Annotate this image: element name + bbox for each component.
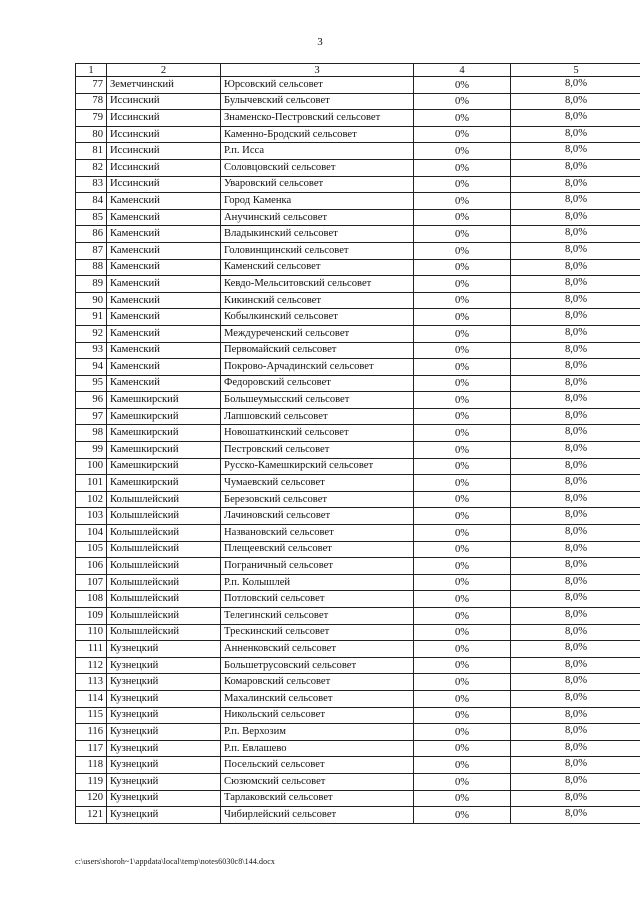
rate-column-4: 0% <box>414 525 511 542</box>
column-header-4: 4 <box>414 64 511 77</box>
district-name: Каменский <box>107 309 221 326</box>
settlement-name: Каменский сельсовет <box>221 259 414 276</box>
district-name: Камешкирский <box>107 442 221 459</box>
rate-column-4: 0% <box>414 458 511 475</box>
row-number: 112 <box>76 657 107 674</box>
table-row <box>76 757 640 774</box>
settlement-name: Лачиновский сельсовет <box>221 508 414 525</box>
table-row <box>76 674 640 691</box>
row-number: 82 <box>76 159 107 176</box>
column-header-1: 1 <box>76 64 107 77</box>
district-name: Колышлейский <box>107 624 221 641</box>
column-header-2: 2 <box>107 64 221 77</box>
district-name: Колышлейский <box>107 608 221 625</box>
settlement-name: Междуреченский сельсовет <box>221 325 414 342</box>
row-number: 78 <box>76 93 107 110</box>
settlement-name: Булычевский сельсовет <box>221 93 414 110</box>
table-row <box>76 408 640 425</box>
district-name: Кузнецкий <box>107 690 221 707</box>
settlement-name: Р.п. Исса <box>221 143 414 160</box>
rate-column-5: 8,0% <box>511 442 640 459</box>
district-name: Каменский <box>107 292 221 309</box>
row-number: 88 <box>76 259 107 276</box>
rate-column-5: 8,0% <box>511 757 640 774</box>
row-number: 86 <box>76 226 107 243</box>
rate-column-5: 8,0% <box>511 740 640 757</box>
rate-column-4: 0% <box>414 757 511 774</box>
row-number: 109 <box>76 608 107 625</box>
district-name: Каменский <box>107 259 221 276</box>
row-number: 110 <box>76 624 107 641</box>
settlement-name: Лапшовский сельсовет <box>221 408 414 425</box>
rate-column-5: 8,0% <box>511 574 640 591</box>
rate-column-4: 0% <box>414 93 511 110</box>
table-row <box>76 93 640 110</box>
row-number: 98 <box>76 425 107 442</box>
table-row <box>76 574 640 591</box>
row-number: 85 <box>76 209 107 226</box>
row-number: 83 <box>76 176 107 193</box>
rate-column-5: 8,0% <box>511 193 640 210</box>
rate-column-4: 0% <box>414 491 511 508</box>
row-number: 84 <box>76 193 107 210</box>
table-row <box>76 525 640 542</box>
rate-column-4: 0% <box>414 740 511 757</box>
settlement-name: Сюзюмский сельсовет <box>221 773 414 790</box>
row-number: 105 <box>76 541 107 558</box>
data-table <box>75 63 640 824</box>
rate-column-5: 8,0% <box>511 790 640 807</box>
table-row <box>76 707 640 724</box>
settlement-name: Р.п. Евлашево <box>221 740 414 757</box>
settlement-name: Махалинский сельсовет <box>221 690 414 707</box>
settlement-name: Никольский сельсовет <box>221 707 414 724</box>
rate-column-4: 0% <box>414 159 511 176</box>
settlement-name: Тарлаковский сельсовет <box>221 790 414 807</box>
table-row <box>76 309 640 326</box>
table-row <box>76 242 640 259</box>
row-number: 87 <box>76 242 107 259</box>
district-name: Иссинский <box>107 143 221 160</box>
row-number: 90 <box>76 292 107 309</box>
rate-column-4: 0% <box>414 309 511 326</box>
settlement-name: Знаменско-Пестровский сельсовет <box>221 110 414 127</box>
district-name: Кузнецкий <box>107 674 221 691</box>
district-name: Колышлейский <box>107 591 221 608</box>
row-number: 95 <box>76 375 107 392</box>
district-name: Каменский <box>107 325 221 342</box>
row-number: 121 <box>76 807 107 824</box>
rate-column-4: 0% <box>414 242 511 259</box>
table-row <box>76 110 640 127</box>
rate-column-4: 0% <box>414 325 511 342</box>
district-name: Иссинский <box>107 93 221 110</box>
table-row <box>76 790 640 807</box>
rate-column-4: 0% <box>414 657 511 674</box>
row-number: 104 <box>76 525 107 542</box>
row-number: 106 <box>76 558 107 575</box>
row-number: 80 <box>76 126 107 143</box>
row-number: 97 <box>76 408 107 425</box>
rate-column-5: 8,0% <box>511 276 640 293</box>
rate-column-5: 8,0% <box>511 77 640 94</box>
rate-column-5: 8,0% <box>511 292 640 309</box>
row-number: 108 <box>76 591 107 608</box>
rate-column-5: 8,0% <box>511 807 640 824</box>
settlement-name: Пограничный сельсовет <box>221 558 414 575</box>
rate-column-4: 0% <box>414 773 511 790</box>
table-row <box>76 641 640 658</box>
district-name: Кузнецкий <box>107 724 221 741</box>
row-number: 102 <box>76 491 107 508</box>
row-number: 113 <box>76 674 107 691</box>
rate-column-4: 0% <box>414 624 511 641</box>
table-row <box>76 392 640 409</box>
rate-column-5: 8,0% <box>511 724 640 741</box>
page-number: 3 <box>317 36 323 48</box>
row-number: 96 <box>76 392 107 409</box>
rate-column-5: 8,0% <box>511 491 640 508</box>
settlement-name: Чумаевский сельсовет <box>221 475 414 492</box>
row-number: 81 <box>76 143 107 160</box>
row-number: 117 <box>76 740 107 757</box>
table-row <box>76 475 640 492</box>
rate-column-5: 8,0% <box>511 408 640 425</box>
rate-column-5: 8,0% <box>511 707 640 724</box>
column-header-5: 5 <box>511 64 640 77</box>
table-row <box>76 690 640 707</box>
table-row <box>76 458 640 475</box>
district-name: Каменский <box>107 276 221 293</box>
settlement-name: Головинщинский сельсовет <box>221 242 414 259</box>
rate-column-5: 8,0% <box>511 159 640 176</box>
table-row <box>76 176 640 193</box>
table-header <box>76 64 640 77</box>
rate-column-4: 0% <box>414 292 511 309</box>
district-name: Земетчинский <box>107 77 221 94</box>
rate-column-4: 0% <box>414 209 511 226</box>
row-number: 119 <box>76 773 107 790</box>
table-row <box>76 375 640 392</box>
district-name: Кузнецкий <box>107 707 221 724</box>
table-row <box>76 807 640 824</box>
row-number: 89 <box>76 276 107 293</box>
district-name: Каменский <box>107 359 221 376</box>
table-row <box>76 143 640 160</box>
table-row <box>76 773 640 790</box>
settlement-name: Березовский сельсовет <box>221 491 414 508</box>
settlement-name: Кевдо-Мельситовский сельсовет <box>221 276 414 293</box>
rate-column-4: 0% <box>414 143 511 160</box>
district-name: Колышлейский <box>107 558 221 575</box>
settlement-name: Потловский сельсовет <box>221 591 414 608</box>
table-row <box>76 159 640 176</box>
settlement-name: Посельский сельсовет <box>221 757 414 774</box>
rate-column-4: 0% <box>414 77 511 94</box>
row-number: 116 <box>76 724 107 741</box>
district-name: Каменский <box>107 226 221 243</box>
table-row <box>76 276 640 293</box>
district-name: Иссинский <box>107 126 221 143</box>
district-name: Кузнецкий <box>107 641 221 658</box>
district-name: Каменский <box>107 242 221 259</box>
rate-column-5: 8,0% <box>511 508 640 525</box>
rate-column-4: 0% <box>414 724 511 741</box>
row-number: 115 <box>76 707 107 724</box>
rate-column-4: 0% <box>414 110 511 127</box>
header-row <box>76 64 640 77</box>
settlement-name: Город Каменка <box>221 193 414 210</box>
rate-column-4: 0% <box>414 342 511 359</box>
district-name: Иссинский <box>107 110 221 127</box>
district-name: Колышлейский <box>107 541 221 558</box>
rate-column-5: 8,0% <box>511 209 640 226</box>
table-row <box>76 209 640 226</box>
settlement-name: Пестровский сельсовет <box>221 442 414 459</box>
table-row <box>76 624 640 641</box>
rate-column-5: 8,0% <box>511 674 640 691</box>
rate-column-4: 0% <box>414 226 511 243</box>
table-row <box>76 591 640 608</box>
rate-column-4: 0% <box>414 707 511 724</box>
rate-column-5: 8,0% <box>511 242 640 259</box>
rate-column-5: 8,0% <box>511 591 640 608</box>
table-body <box>76 77 640 824</box>
settlement-name: Уваровский сельсовет <box>221 176 414 193</box>
rate-column-4: 0% <box>414 276 511 293</box>
district-name: Каменский <box>107 193 221 210</box>
rate-column-5: 8,0% <box>511 309 640 326</box>
settlement-name: Владыкинский сельсовет <box>221 226 414 243</box>
district-name: Каменский <box>107 342 221 359</box>
settlement-name: Первомайский сельсовет <box>221 342 414 359</box>
rate-column-4: 0% <box>414 425 511 442</box>
rate-column-5: 8,0% <box>511 608 640 625</box>
rate-column-4: 0% <box>414 790 511 807</box>
rate-column-4: 0% <box>414 558 511 575</box>
rate-column-5: 8,0% <box>511 359 640 376</box>
table-row <box>76 193 640 210</box>
table-row <box>76 425 640 442</box>
rate-column-5: 8,0% <box>511 558 640 575</box>
table-row <box>76 657 640 674</box>
settlement-name: Комаровский сельсовет <box>221 674 414 691</box>
rate-column-5: 8,0% <box>511 375 640 392</box>
table-row <box>76 359 640 376</box>
rate-column-5: 8,0% <box>511 458 640 475</box>
district-name: Камешкирский <box>107 425 221 442</box>
rate-column-4: 0% <box>414 508 511 525</box>
row-number: 101 <box>76 475 107 492</box>
settlement-name: Соловцовский сельсовет <box>221 159 414 176</box>
rate-column-4: 0% <box>414 408 511 425</box>
rate-column-4: 0% <box>414 359 511 376</box>
row-number: 107 <box>76 574 107 591</box>
settlement-name: Плещеевский сельсовет <box>221 541 414 558</box>
settlement-name: Кобылкинский сельсовет <box>221 309 414 326</box>
row-number: 77 <box>76 77 107 94</box>
row-number: 79 <box>76 110 107 127</box>
rate-column-5: 8,0% <box>511 325 640 342</box>
table-row <box>76 740 640 757</box>
table-row <box>76 491 640 508</box>
district-name: Камешкирский <box>107 392 221 409</box>
table-row <box>76 541 640 558</box>
row-number: 94 <box>76 359 107 376</box>
settlement-name: Трескинский сельсовет <box>221 624 414 641</box>
district-name: Колышлейский <box>107 508 221 525</box>
table-row <box>76 77 640 94</box>
row-number: 118 <box>76 757 107 774</box>
rate-column-4: 0% <box>414 690 511 707</box>
rate-column-4: 0% <box>414 442 511 459</box>
rate-column-5: 8,0% <box>511 342 640 359</box>
settlement-name: Большетрусовский сельсовет <box>221 657 414 674</box>
table-row <box>76 342 640 359</box>
row-number: 100 <box>76 458 107 475</box>
rate-column-5: 8,0% <box>511 143 640 160</box>
settlement-name: Новошаткинский сельсовет <box>221 425 414 442</box>
rate-column-4: 0% <box>414 641 511 658</box>
rate-column-5: 8,0% <box>511 226 640 243</box>
rate-column-5: 8,0% <box>511 657 640 674</box>
rate-column-5: 8,0% <box>511 425 640 442</box>
settlement-name: Анучинский сельсовет <box>221 209 414 226</box>
table-row <box>76 508 640 525</box>
settlement-name: Каменно-Бродский сельсовет <box>221 126 414 143</box>
district-name: Колышлейский <box>107 491 221 508</box>
settlement-name: Юрсовский сельсовет <box>221 77 414 94</box>
rate-column-5: 8,0% <box>511 475 640 492</box>
settlement-name: Кикинский сельсовет <box>221 292 414 309</box>
table-row <box>76 325 640 342</box>
table-row <box>76 226 640 243</box>
district-name: Колышлейский <box>107 574 221 591</box>
table-row <box>76 292 640 309</box>
rate-column-5: 8,0% <box>511 126 640 143</box>
rate-column-4: 0% <box>414 475 511 492</box>
rate-column-4: 0% <box>414 375 511 392</box>
district-name: Кузнецкий <box>107 740 221 757</box>
rate-column-5: 8,0% <box>511 93 640 110</box>
row-number: 99 <box>76 442 107 459</box>
district-name: Камешкирский <box>107 475 221 492</box>
rate-column-4: 0% <box>414 574 511 591</box>
district-name: Иссинский <box>107 159 221 176</box>
settlement-name: Большеумысский сельсовет <box>221 392 414 409</box>
rate-column-5: 8,0% <box>511 259 640 276</box>
settlement-name: Р.п. Колышлей <box>221 574 414 591</box>
district-name: Каменский <box>107 209 221 226</box>
rate-column-5: 8,0% <box>511 110 640 127</box>
rate-column-5: 8,0% <box>511 541 640 558</box>
rate-column-4: 0% <box>414 193 511 210</box>
rate-column-5: 8,0% <box>511 641 640 658</box>
row-number: 120 <box>76 790 107 807</box>
district-name: Иссинский <box>107 176 221 193</box>
settlement-name: Федоровский сельсовет <box>221 375 414 392</box>
district-name: Кузнецкий <box>107 657 221 674</box>
district-name: Камешкирский <box>107 408 221 425</box>
footer-file-path: c:\users\shoroh~1\appdata\local\temp\notes6030c8\144.docx <box>75 857 275 866</box>
column-header-3: 3 <box>221 64 414 77</box>
settlement-name: Названовский сельсовет <box>221 525 414 542</box>
row-number: 91 <box>76 309 107 326</box>
table-row <box>76 724 640 741</box>
table-row <box>76 126 640 143</box>
rate-column-5: 8,0% <box>511 773 640 790</box>
district-name: Каменский <box>107 375 221 392</box>
settlement-name: Анненковский сельсовет <box>221 641 414 658</box>
rate-column-4: 0% <box>414 807 511 824</box>
settlement-name: Покрово-Арчадинский сельсовет <box>221 359 414 376</box>
district-name: Кузнецкий <box>107 757 221 774</box>
rate-column-4: 0% <box>414 608 511 625</box>
row-number: 111 <box>76 641 107 658</box>
district-name: Колышлейский <box>107 525 221 542</box>
settlement-name: Р.п. Верхозим <box>221 724 414 741</box>
rate-column-4: 0% <box>414 674 511 691</box>
row-number: 103 <box>76 508 107 525</box>
rate-column-5: 8,0% <box>511 392 640 409</box>
settlement-name: Чибирлейский сельсовет <box>221 807 414 824</box>
table-row <box>76 259 640 276</box>
district-name: Кузнецкий <box>107 790 221 807</box>
table-row <box>76 608 640 625</box>
district-name: Кузнецкий <box>107 807 221 824</box>
table-row <box>76 442 640 459</box>
rate-column-4: 0% <box>414 392 511 409</box>
district-name: Кузнецкий <box>107 773 221 790</box>
rate-column-5: 8,0% <box>511 176 640 193</box>
row-number: 92 <box>76 325 107 342</box>
settlement-name: Телегинский сельсовет <box>221 608 414 625</box>
row-number: 114 <box>76 690 107 707</box>
rate-column-4: 0% <box>414 541 511 558</box>
rate-column-5: 8,0% <box>511 624 640 641</box>
settlement-name: Русско-Камешкирский сельсовет <box>221 458 414 475</box>
rate-column-4: 0% <box>414 591 511 608</box>
row-number: 93 <box>76 342 107 359</box>
rate-column-5: 8,0% <box>511 525 640 542</box>
rate-column-4: 0% <box>414 259 511 276</box>
rate-column-4: 0% <box>414 176 511 193</box>
rate-column-5: 8,0% <box>511 690 640 707</box>
table-row <box>76 558 640 575</box>
rate-column-4: 0% <box>414 126 511 143</box>
district-name: Камешкирский <box>107 458 221 475</box>
